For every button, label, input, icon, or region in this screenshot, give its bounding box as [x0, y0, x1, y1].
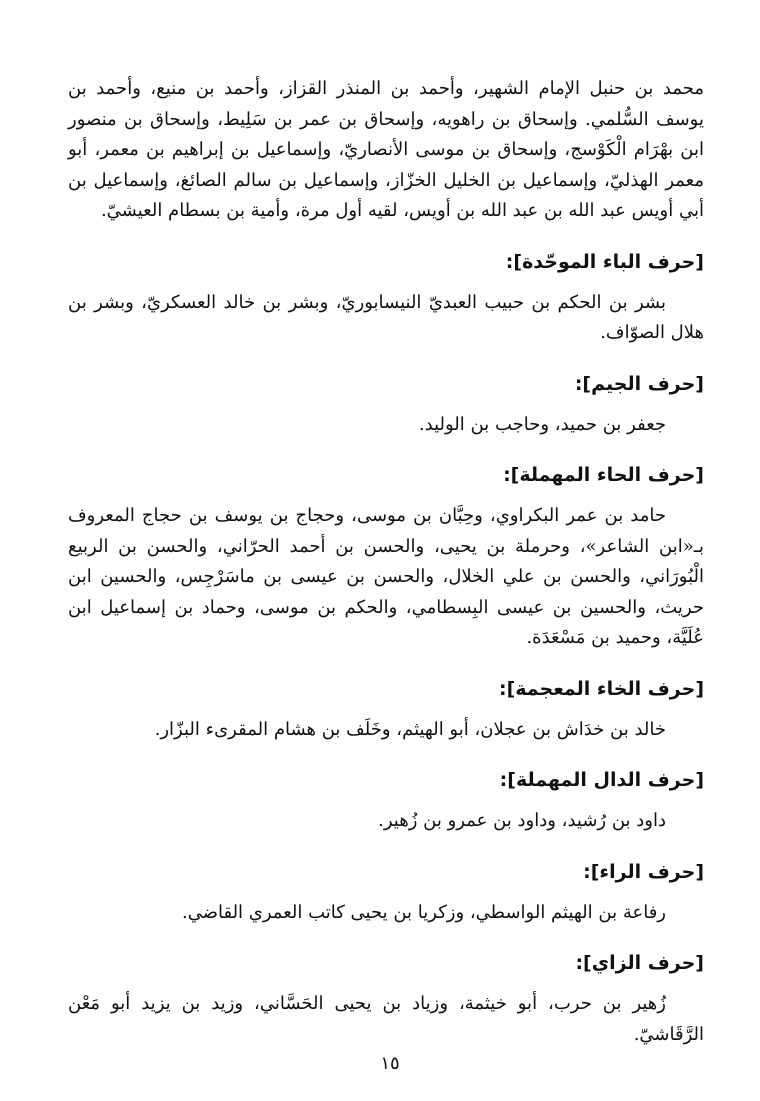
section-paragraph: جعفر بن حميد، وحاجب بن الوليد.: [418, 413, 666, 435]
section-dal: [68, 766, 704, 837]
section-heading: [حرف الحاء المهملة]:: [503, 464, 704, 486]
section-paragraph: رفاعة بن الهيثم الواسطي، وزكريا بن يحيى كاتب العمري القاضي.: [181, 901, 666, 923]
section-kha: [68, 675, 704, 746]
section-heading: [حرف الجيم]:: [574, 372, 704, 395]
document-page: [68, 74, 704, 1050]
intro-paragraph: محمد بن حنبل الإمام الشهير، وأحمد بن المنذر القزاز، وأحمد بن منيع، وأحمد بن يوسف السُّلمي. وإسحاق بن راهويه، وإسحاق بن عمر بن سَلِيط، وإسحاق بن منصور ابن بهْرَام الْكَوْسج، وإسحاق بن موسى الأنصاريّ، وإسماعيل بن إبراهيم بن معمر، أبو معمر الهذليّ، وإسماعيل بن الخليل الخزّاز، وإسماعيل بن سالم الصائغ، وإسماعيل بن أبي أويس عبد الله بن عبد الله بن أويس، لقيه أول مرة، وأمية بن بسطام العيشيّ.: [68, 78, 704, 221]
section-zay: [68, 949, 704, 1050]
section-heading: [حرف الراء]:: [583, 860, 704, 883]
section-paragraph: بشر بن الحكم بن حبيب العبديّ النيسابوريّ، وبشر بن خالد العسكريّ، وبشر بن هلال الصوّاف.: [68, 291, 704, 343]
page-number: ١٥: [380, 1053, 400, 1074]
section-ba: [68, 248, 704, 349]
section-heading: [حرف الخاء المعجمة]:: [498, 677, 704, 700]
section-paragraph: خالد بن خدَاش بن عجلان، أبو الهيثم، وخَلَف بن هشام المقرىء البزّار.: [154, 718, 666, 740]
section-paragraph: داود بن رُشيد، وداود بن عمرو بن زُهير.: [378, 810, 666, 831]
section-jim: [68, 370, 704, 441]
section-heading: [حرف الزاي]:: [575, 952, 704, 974]
section-heading: [حرف الدال المهملة]:: [499, 769, 704, 791]
section-heading: [حرف الباء الموحّدة]:: [505, 250, 704, 273]
section-paragraph: زُهير بن حرب، أبو خيثمة، وزياد بن يحيى الحَسَّاني، وزيد بن يزيد أبو مَعْن الرَّقَاشيّ.: [68, 993, 704, 1045]
section-ha: [68, 461, 704, 654]
section-paragraph: حامد بن عمر البكراوي، وحِبَّان بن موسى، وحجاج بن يوسف بن حجاج المعروف بـ«ابن الشاعر»، وحرملة بن يحيى، والحسن بن أحمد الحرّاني، والحسن بن الربيع الْبُورَاني، والحسن بن علي الخلال، والحسن بن عيسى بن ماسَرْجِس، والحسين ابن حريث، والحسين بن عيسى البِسطامي، والحكم بن موسى، وحماد بن إسماعيل ابن عُلَيَّة، وحميد بن مَسْعَدَة.: [68, 505, 704, 648]
section-ra: [68, 858, 704, 929]
